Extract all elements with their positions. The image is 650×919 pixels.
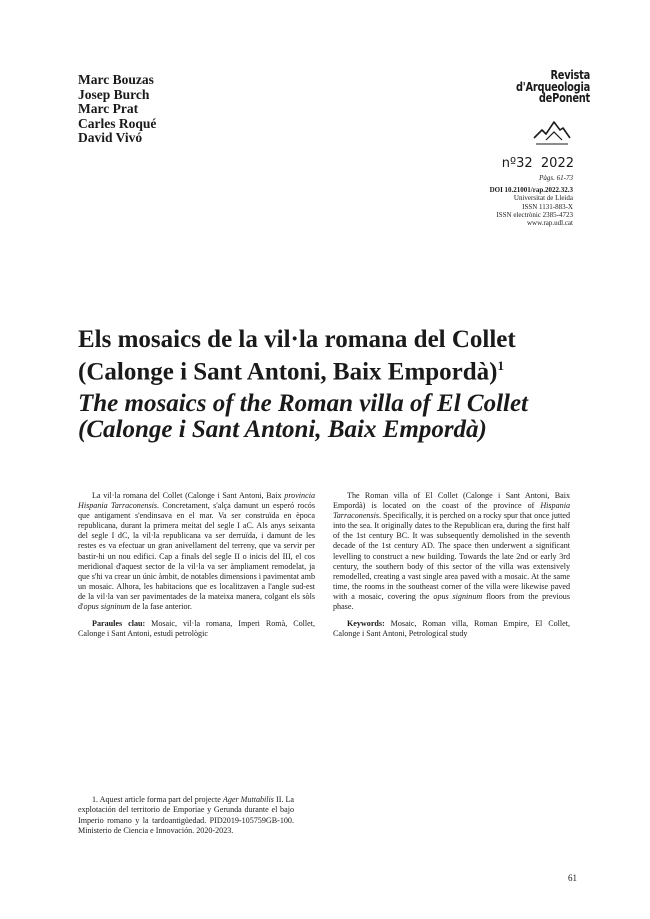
footnote-mark: 1 [497, 358, 505, 373]
author-name: David Vivó [78, 130, 143, 145]
journal-block [470, 68, 590, 228]
keywords-label: Paraules clau: [92, 619, 146, 629]
abstract-paragraph [78, 491, 315, 612]
abstract-text: . Concretament, s'alça damunt un esperó rocós que antigament s'endinsava en el mar. Va ser construïda en època republicana, durant la primera meitat del segle I aC. Als anys seixanta del segle I dC, la vil·la republicana va ser derruïda, i damunt de les restes es va efectuar un gran anivellament del terreny, que va servir per bastir-hi un nou edifici. Cap a finals del segle II o inicis del III, el cos meridional d'aquest sector de la vil·la va ser àmpliament remodelat, ja que s'hi va crear un únic àmbit, de notables dimensions i pavimentat amb un mosaic. Alhora, les habitacions que es localitzaven a l'angle sud-est de la vil·la van ser pavimentades de la mateixa manera, colgant els sòls d' [78, 501, 316, 612]
abstract-paragraph [333, 491, 570, 612]
issn: ISSN 1131-883-X [522, 202, 573, 211]
issn-electronic: ISSN electrònic 2385-4723 [496, 210, 573, 219]
keywords-paragraph [78, 619, 315, 639]
title-catalan [78, 327, 598, 385]
footnote-paragraph [78, 795, 294, 836]
journal-name-line: dePonent [538, 91, 590, 105]
abstract-english [333, 491, 570, 639]
issue-year: 2022 [540, 156, 574, 171]
abstract-italic: opus signinum [83, 602, 131, 612]
doi: DOI 10.21001/rap.2022.32.3 [489, 186, 573, 194]
abstract-italic: provincia Hispania Tarraconensis [78, 491, 315, 511]
keywords-text: Mosaic, Roman villa, Roman Empire, El Collet, Calonge i Sant Antoni, Petrological study [333, 619, 570, 639]
publication-meta [490, 186, 573, 227]
issue-line [502, 156, 574, 171]
footnote-text: II. La explotación del territorio de Emporiae y Gerunda durante el bajo Imperio romano y la tardoantigüedad. PID2019-105759GB-100. Ministerio de Ciencia e Innovación. 2020-2023. [78, 795, 294, 835]
abstract-italic: Hispania Tarraconensis [333, 501, 570, 521]
issue-prefix: nº [501, 156, 517, 171]
title-english: The mosaics of the Roman villa of El Collet (Calonge i Sant Antoni, Baix Empordà) [78, 390, 528, 443]
author-name: Carles Roqué [78, 115, 157, 131]
footnote-text: 1. Aquest article forma part del projecte [92, 795, 223, 804]
author-name: Marc Bouzas [78, 72, 154, 87]
journal-name-line: Revista [550, 68, 590, 82]
footnote-italic: Ager Muttabilis [222, 795, 274, 804]
page-number: 61 [568, 873, 577, 883]
abstract-text: La vil·la romana del Collet (Calonge i Sant Antoni, Baix [92, 491, 285, 500]
abstract-italic: opus signinum [433, 591, 483, 601]
keywords-label: Keywords: [347, 619, 385, 629]
abstract-text: floors from the previous phase. [333, 591, 570, 612]
issue-number: 32 [516, 156, 533, 171]
journal-name-line: d'Arqueologia [515, 79, 590, 94]
journal-name [492, 70, 590, 105]
keywords-paragraph [333, 619, 570, 639]
author-list [78, 73, 156, 146]
abstract-text: The Roman villa of El Collet (Calonge i Sant Antoni, Baix Empordà) is located on the coast of the province of [333, 491, 570, 511]
page-range: Pàgs. 61-73 [539, 174, 573, 182]
author-name: Marc Prat [78, 101, 139, 116]
mountain-logo-icon [532, 116, 572, 153]
website: www.rap.udl.cat [526, 219, 573, 228]
title-catalan-text: Els mosaics de la vil·la romana del Collet (Calonge i Sant Antoni, Baix Empordà) [78, 326, 516, 386]
abstract-text: . Specifically, it is perched on a rocky spur that once jutted into the sea. It originally dates to the Republican era, during the first half of the 1st century BC. It was subsequently demolished in the seventh decade of the 1st century AD. The space then underwent a significant levelling to construct a new building. Towards the late 2nd or early 3rd century, the southern body of this sector of the villa was extensively remodelled, creating a vast single area paved with a mosaic. At the same time, the rooms in the southeast corner of the villa were likewise paved with a mosaic, covering the [333, 511, 570, 601]
author-name: Josep Burch [78, 86, 150, 102]
abstract-text: de la fase anterior. [130, 602, 192, 612]
publisher: Universitat de Lleida [513, 194, 573, 203]
abstract-catalan [78, 491, 315, 639]
keywords-text: Mosaic, vil·la romana, Imperi Romà, Collet, Calonge i Sant Antoni, estudi petrològic [78, 619, 315, 639]
footnote [78, 795, 294, 836]
